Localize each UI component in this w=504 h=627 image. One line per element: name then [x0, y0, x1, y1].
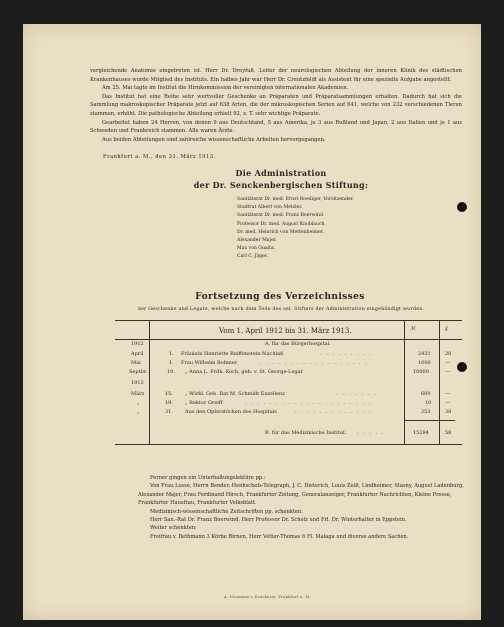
intro-paragraph: Am 25. Mai tagte im Institut die Hirnkommission der vereinigten internationalen Akademien.: [102, 85, 349, 92]
leader-dots: . . . . .: [357, 430, 385, 436]
row-text: Frau Wilhelm Rohmer: [181, 360, 238, 366]
footer-paragraph: Herr San.-Rat Dr. Franz Boerwind, Herr Professor Dr. Scholz und Frl. Dr. Winterhalter in Eppstein.: [150, 517, 407, 524]
table-column-divider: [404, 320, 405, 444]
printer-imprint: A. Naumann's Druckerei, Frankfurt a. M.: [224, 595, 311, 599]
row-day: 31.: [165, 409, 173, 415]
document-page: [23, 24, 481, 620]
table-column-divider: [439, 320, 440, 444]
member-name: Stadtrat Albert von Metzler.: [237, 205, 303, 211]
table-rule: [115, 444, 462, 445]
leader-dots: . . . . . . .: [337, 391, 378, 397]
footer-paragraph: Von Frau Losse, Herrn Bender, Henhschels-Telegraph, J. C. Dieterich, Louis Zeiß, Lindheimer, Stasny, August Ladenburg, Alexander Majer, Frau Ferdinand Hirsch, Frankfurter Zeitung, Generalanzeiger, Frankfurter Nachrichten, Kleine Presse, Frankfurter Hausfrau, Frankfurter Volksblatt.: [138, 483, 464, 507]
sum-rule: [405, 420, 455, 421]
row-day: 1.: [169, 351, 174, 357]
footer-paragraph: Freifrau v. Bethmann 3 Körbe Birnen, Herr Vetter-Thomas 6 Fl. Malaga und diverse andere Sachen.: [150, 533, 409, 540]
row-day: 10.: [167, 369, 175, 375]
row-pf: —: [445, 400, 450, 406]
row-month: Septbr.: [129, 369, 148, 375]
row-pf: 20: [445, 351, 452, 357]
table-rule: [115, 339, 462, 340]
footer-paragraph: Medizinisch-wissenschaftliche Zeitschriften pp. schenkten:: [150, 508, 303, 515]
donations-table: [115, 320, 462, 444]
punch-hole: [457, 362, 467, 372]
row-text: „ Wirkl. Geh. Rat M. Schmidt Exzellenz: [185, 391, 285, 397]
total-pf: 58: [445, 430, 452, 436]
leader-dots: . . . . . . . . .: [320, 351, 373, 357]
table-column-divider: [149, 320, 150, 444]
row-month: Mai: [131, 360, 141, 366]
punch-hole: [457, 202, 467, 212]
member-name: Sanitätsrat Dr. med. Ernst Roediger, Vorsitzender.: [237, 197, 354, 202]
administration-title: Die Administration: [235, 168, 327, 178]
administration-members: [237, 196, 354, 262]
row-mark: 10: [425, 400, 432, 406]
total-mark: 15294: [413, 430, 429, 436]
row-month: März: [131, 391, 145, 397]
row-month: „: [137, 400, 140, 406]
member-name: Max von Guaita.: [237, 246, 276, 252]
member-name: Alexander Majer.: [237, 238, 277, 244]
footer-text: [138, 474, 468, 541]
row-day: 15.: [165, 391, 173, 397]
row-mark: 10000: [413, 369, 429, 375]
row-pf: 38: [445, 409, 452, 415]
member-name: Dr. med. Heinrich von Mettenheimer.: [237, 229, 324, 235]
intro-paragraph: Das Institut hat eine Reihe sehr wertvoller Geschenke an Präparaten und Präparatsammlungen erhalten. Dadurch hat sich die Sammlung makroskopischer Präparate jetzt auf 638 Arten, die der mikroskopischen Serien auf 641, welche von 232 verschiedenen Tieren stammen, erhöht. Die pathologische Abteilung erhielt 92, z. T. sehr wichtige Präparate.: [90, 93, 462, 117]
row-text: „ Anna L. Frdk. Koch, geb. v. St. George-Legat: [185, 369, 303, 375]
row-pf: —: [445, 369, 450, 375]
year-label: 1912: [131, 341, 144, 347]
mark-column-header: ℳ: [410, 326, 416, 332]
row-text: Aus den Opferstöcken des Hospitals: [185, 409, 277, 415]
section-title: Fortsetzung des Verzeichnisses: [195, 292, 365, 302]
pfennig-column-header: ₰: [445, 326, 448, 332]
administration-subtitle: der Dr. Senckenbergischen Stiftung:: [193, 180, 369, 190]
row-day: 19.: [165, 400, 173, 406]
leader-dots: . . . . . . . . . . . . . . . . . . . . .: [245, 400, 372, 406]
leader-dots: . . . . . . . . . . . . . . . . . .: [260, 360, 369, 366]
section-subtitle: der Geschenke und Legate, welche nach dem Tode des sel. Stifters der Administration eingehändigt wurden.: [137, 307, 425, 312]
intro-text: [90, 67, 462, 144]
row-text: „ Rektor Greiff: [185, 400, 223, 406]
intro-paragraph: Aus beiden Abteilungen sind zahlreiche wissenschaftliche Arbeiten hervorgegangen.: [102, 136, 326, 143]
row-mark: 1000: [418, 360, 431, 366]
leader-dots: . . . . . . . . . . . . .: [295, 409, 373, 415]
member-name: Sanitätsrat Dr. med. Franz Boerwind.: [237, 213, 325, 219]
footer-paragraph: Weiter schenkten:: [150, 525, 197, 532]
date-line: Frankfurt a. M., den 31. März 1913.: [103, 154, 216, 160]
row-mark: 600: [421, 391, 431, 397]
year-label: 1913: [131, 380, 144, 386]
section-a-heading: A. für das Bürgerhospital.: [265, 341, 331, 347]
row-text: Fräulein Henriette Reiffenstein-Nachlaß: [181, 351, 284, 357]
table-rule: [115, 320, 462, 321]
row-pf: —: [445, 360, 450, 366]
row-month: April: [131, 351, 144, 357]
member-name: Carl C. Jäger.: [237, 254, 269, 260]
row-month: „: [137, 409, 140, 415]
row-day: 1.: [169, 360, 174, 366]
intro-paragraph: Gearbeitet haben 24 Herren, von denen 9 aus Deutschland, 5 aus Amerika, je 3 aus Rußland und Japan, 2 aus Italien und je 1 aus Schweden und Frankreich stammen. Alle waren Ärzte.: [90, 119, 462, 135]
intro-paragraph: vergleichende Anatomie eingetreten ist. Herr Dr. Dreyfuß, Leiter der neurologischen Abteilung der inneren Klinik des städtischen Krankenhauses wurde Mitglied des Instituts. Ein halbes Jahr war Herr Dr. Creutzfeldt als Assistent für eine spezielle Aufgabe angestellt.: [90, 68, 462, 83]
row-mark: 2431: [418, 351, 431, 357]
footer-paragraph: Ferner gingen ein Unterhaltungslektüre pp.:: [150, 475, 266, 481]
member-name: Professor Dr. med. August Knoblauch.: [237, 221, 326, 227]
row-mark: 253: [421, 409, 431, 415]
row-pf: —: [445, 391, 450, 397]
table-period-heading: Vom 1. April 1912 bis 31. März 1913.: [219, 327, 352, 335]
section-b-heading: B. für das Medizinische Institut.: [265, 430, 347, 436]
